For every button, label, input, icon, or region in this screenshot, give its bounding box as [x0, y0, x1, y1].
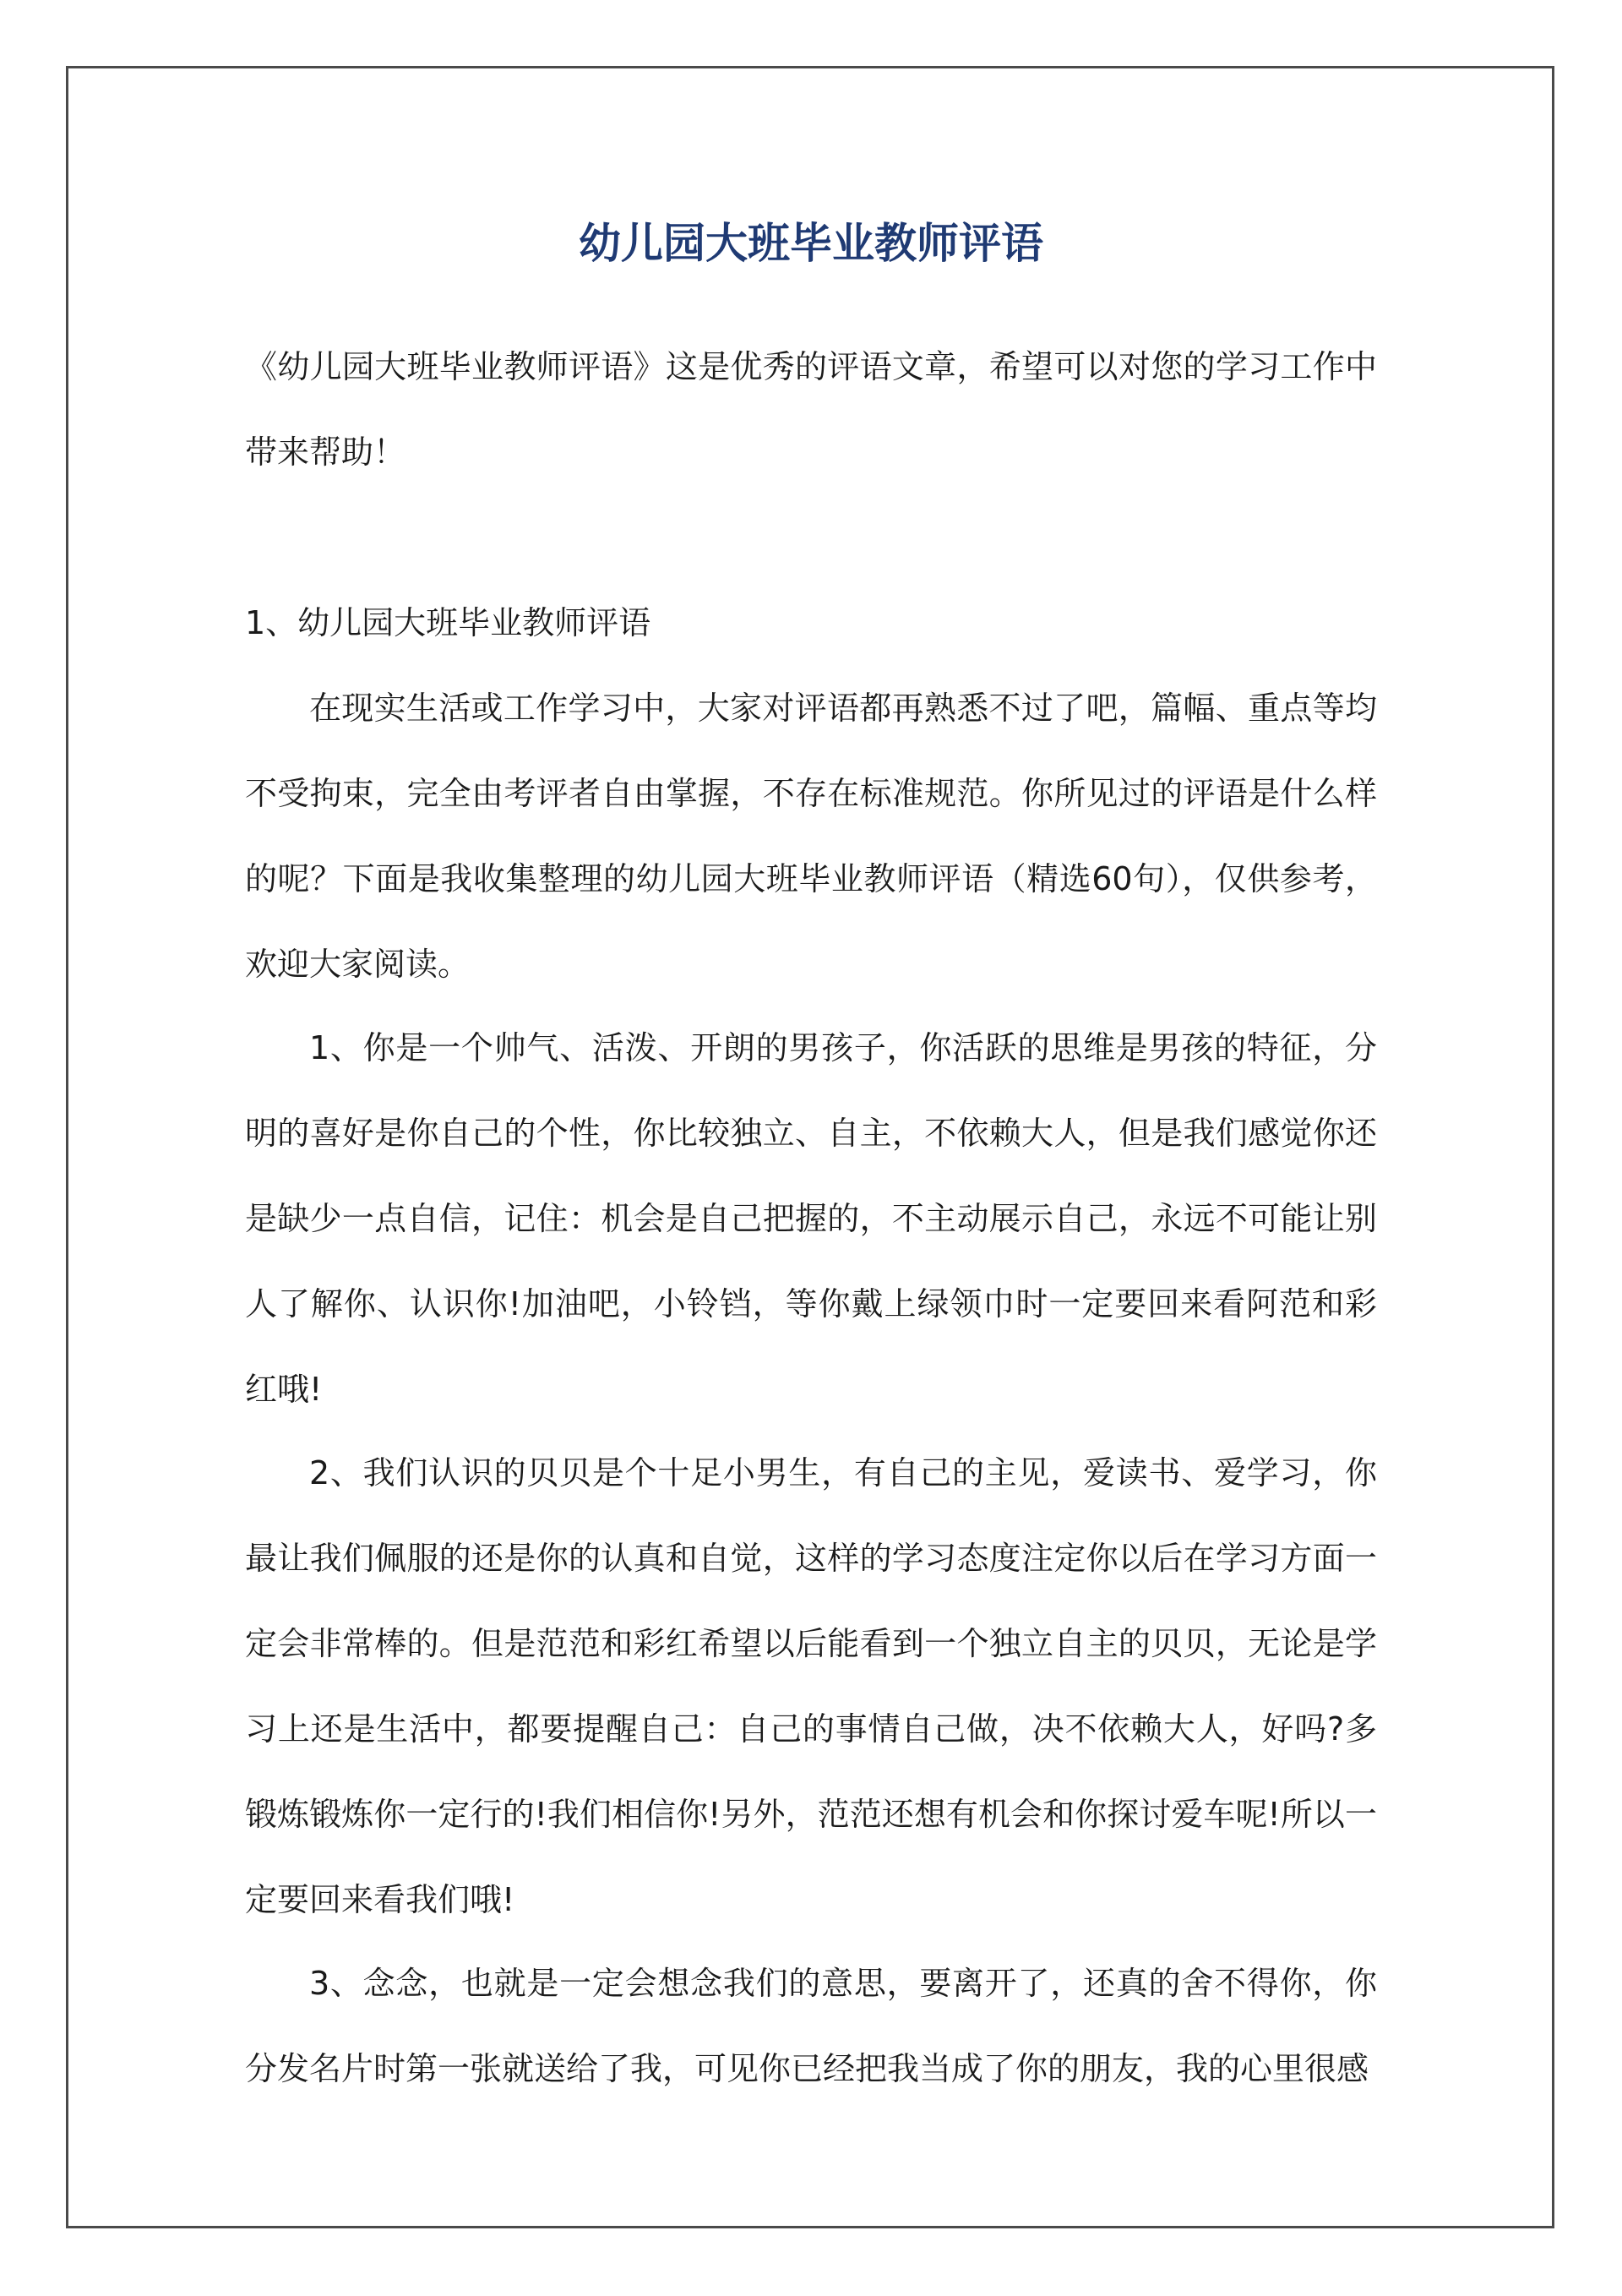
body-paragraph: 在现实生活或工作学习中，大家对评语都再熟悉不过了吧，篇幅、重点等均不受拘束，完全由考评者自由掌握，不存在标准规范。你所见过的评语是什么样的呢？下面是我收集整理的幼儿园大班毕业教师评语（精选60句），仅供参考，欢迎大家阅读。 [245, 690, 1377, 983]
comment-paragraph: 1、你是一个帅气、活泼、开朗的男孩子，你活跃的思维是男孩的特征，分明的喜好是你自己的个性，你比较独立、自主，不依赖大人，但是我们感觉你还是缺少一点自信，记住：机会是自己把握的，不主动展示自己，永远不可能让别人了解你、认识你!加油吧，小铃铛，等你戴上绿领巾时一定要回来看阿范和彩红哦! [245, 1029, 1377, 1408]
document-title: 幼儿园大班毕业教师评语 [579, 219, 1043, 268]
section-heading: 1、幼儿园大班毕业教师评语 [245, 604, 651, 641]
intro-paragraph: 《幼儿园大班毕业教师评语》这是优秀的评语文章，希望可以对您的学习工作中带来帮助！ [245, 348, 1377, 471]
comment-paragraph: 2、我们认识的贝贝是个十足小男生，有自己的主见，爱读书、爱学习，你最让我们佩服的还是你的认真和自觉，这样的学习态度注定你以后在学习方面一定会非常棒的。但是范范和彩红希望以后能看到一个独立自主的贝贝，无论是学习上还是生活中，都要提醒自己：自己的事情自己做，决不依赖大人，好吗?多锻炼锻炼你一定行的!我们相信你!另外，范范还想有机会和你探讨爱车呢!所以一定要回来看我们哦! [245, 1454, 1377, 1918]
comment-paragraph: 3、念念，也就是一定会想念我们的意思，要离开了，还真的舍不得你，你分发名片时第一张就送给了我，可见你已经把我当成了你的朋友，我的心里很感 [245, 1965, 1377, 2087]
